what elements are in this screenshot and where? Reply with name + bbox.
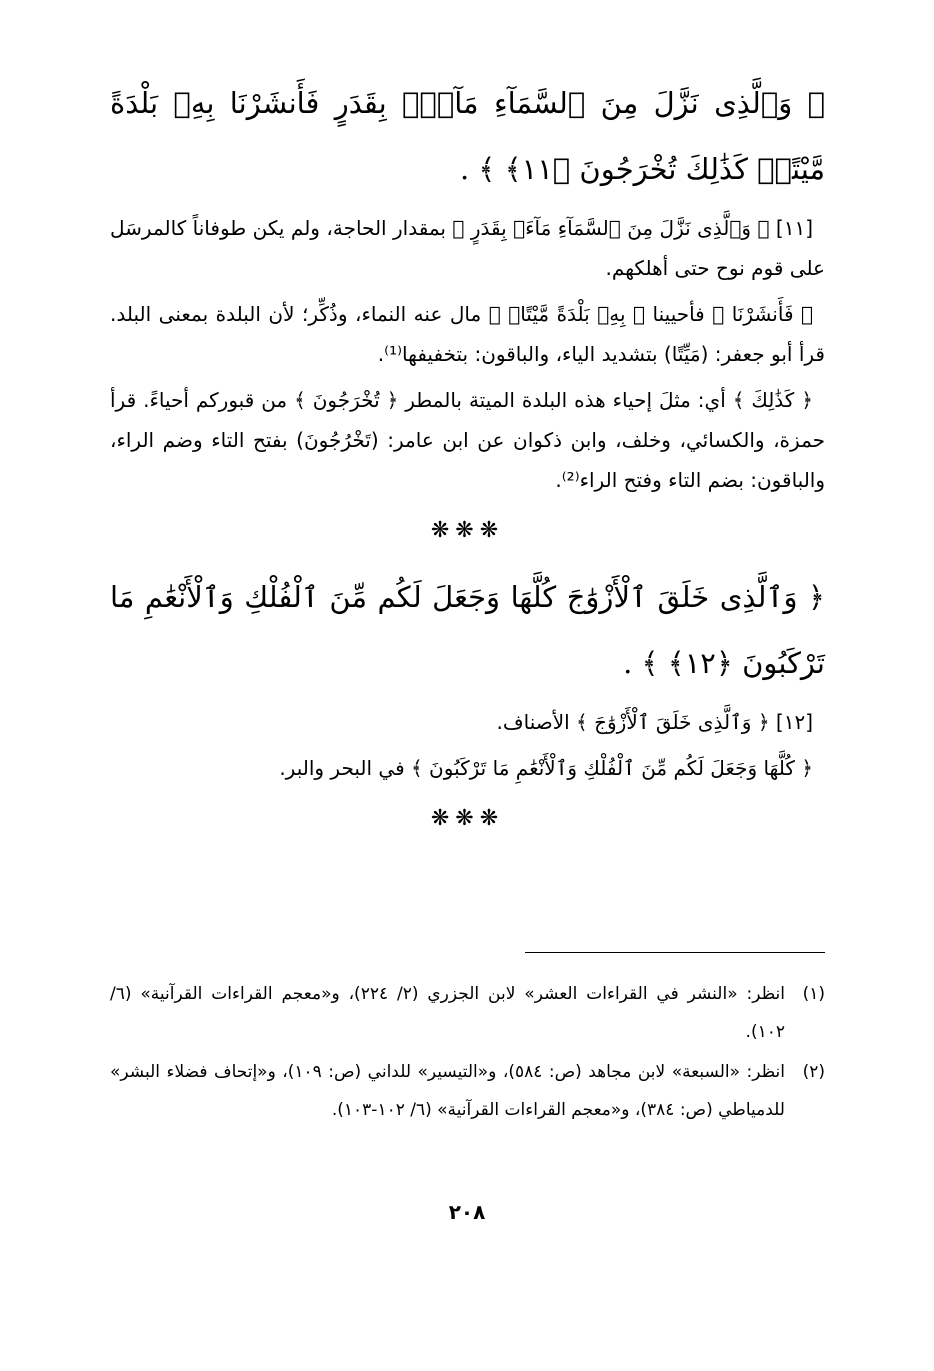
footnote-text: انظر: «النشر في القراءات العشر» لابن الجزري (٢/ ٢٢٤)، و«معجم القراءات القرآنية» (٦/ ١٠٢). [110,984,785,1042]
commentary-11-anshar: ﴿ فَأَنشَرْنَا ﴾ فأحيينا ﴿ بِهِۦ بَلْدَةً مَّيْتًاۚ ﴾ مال عنه النماء، وذُكِّر؛ لأن البلدة بمعنى البلد. قرأ أبو جعفر: (مَيِّتًا) بتشديد الياء، والباقون: بتخفيفها⁽¹⁾. [110,302,825,366]
section-separator: ❋❋❋ [430,806,505,831]
section-separator: ❋❋❋ [430,518,505,543]
commentary-11-intro: [١١] ﴿ وَٱلَّذِى نَزَّلَ مِنَ ٱلسَّمَآءِ مَآءَۢ بِقَدَرٍ ﴾ بمقدار الحاجة، ولم يكن طوفاناً كالمرسَل على قوم نوح حتى أهلكهم. [110,216,825,280]
footnote-number: (١) [802,984,825,1004]
verse-11: ﴿ وَٱلَّذِى نَزَّلَ مِنَ ٱلسَّمَآءِ مَآءَۢ بِقَدَرٍ فَأَنشَرْنَا بِهِۦ بَلْدَةً مَّيْتًاۚ كَذَٰلِكَ تُخْرَجُونَ ﴿١١﴾ ﴾ . [110,86,825,186]
page-number: ٢٠٨ [448,1200,486,1224]
footnotes [110,975,825,1131]
footnote-2 [110,1053,825,1129]
footnote-number: (٢) [802,1062,825,1082]
verse-12: ﴿ وَٱلَّذِى خَلَقَ ٱلْأَزْوَٰجَ كُلَّهَا وَجَعَلَ لَكُم مِّنَ ٱلْفُلْكِ وَٱلْأَنْعَٰمِ مَا تَرْكَبُونَ ﴿١٢﴾ ﴾ . [110,580,825,680]
footnote-1 [110,975,825,1051]
footnote-divider [525,952,825,953]
footnote-text: انظر: «السبعة» لابن مجاهد (ص: ٥٨٤)، و«التيسير» للداني (ص: ١٠٩)، و«إتحاف فضلاء البشر» للدمياطي (ص: ٣٨٤)، و«معجم القراءات القرآنية» (٦/ ١٠٢-١٠٣). [110,1062,785,1120]
commentary-12-fulk: ﴿ كُلَّهَا وَجَعَلَ لَكُم مِّنَ ٱلْفُلْكِ وَٱلْأَنْعَٰمِ مَا تَرْكَبُونَ ﴾ في البحر والبر. [279,756,813,780]
commentary-12-azwaj: [١٢] ﴿ وَٱلَّذِى خَلَقَ ٱلْأَزْوَٰجَ ﴾ الأصناف. [496,710,813,734]
commentary-11-kadhalik: ﴿ كَذَٰلِكَ ﴾ أي: مثلَ إحياء هذه البلدة الميتة بالمطر ﴿ تُخْرَجُونَ ﴾ من قبوركم أحياءً. قرأ حمزة، والكسائي، وخلف، وابن ذكوان عن ابن عامر: (تَخْرُجُونَ) بفتح التاء وضم الراء، والباقون: بضم التاء وفتح الراء⁽²⁾. [110,388,825,492]
page-content [110,70,825,1330]
